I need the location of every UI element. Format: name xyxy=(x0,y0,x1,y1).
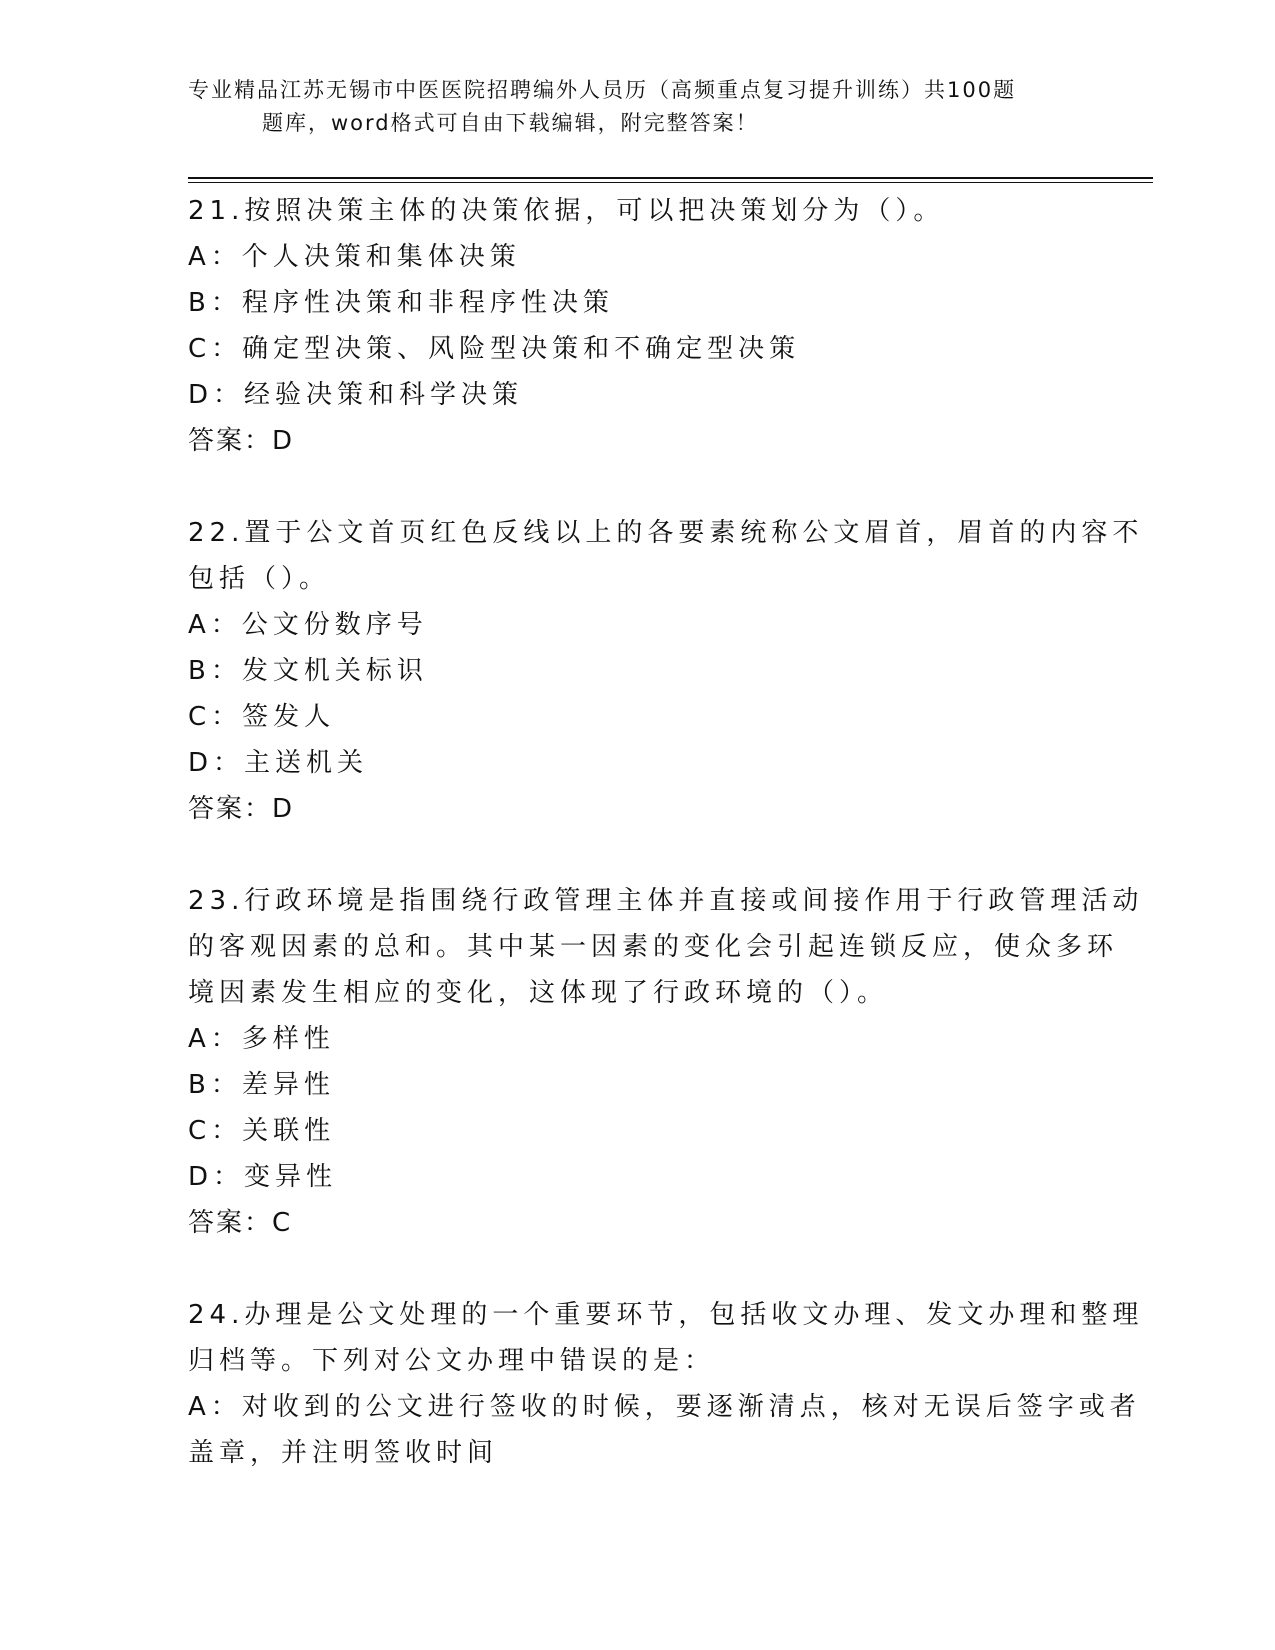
option-b: B：发文机关标识 xyxy=(188,656,428,686)
question-stem: 归档等。下列对公文办理中错误的是： xyxy=(188,1346,716,1376)
header-title-line-2: 题库，word格式可自由下载编辑，附完整答案！ xyxy=(262,111,759,135)
header-title-line-1: 专业精品江苏无锡市中医医院招聘编外人员历（高频重点复习提升训练）共100题 xyxy=(188,78,1017,102)
option-c: C：确定型决策、风险型决策和不确定型决策 xyxy=(188,334,801,364)
answer: 答案：D xyxy=(188,794,295,824)
option-c: C：关联性 xyxy=(188,1116,336,1146)
option-d: D：经验决策和科学决策 xyxy=(188,380,524,410)
question-stem: 21.按照决策主体的决策依据，可以把决策划分为（）。 xyxy=(188,196,945,226)
header-rule-thin xyxy=(188,182,1153,183)
option-b: B：程序性决策和非程序性决策 xyxy=(188,288,614,318)
option-b: B：差异性 xyxy=(188,1070,335,1100)
question-22 xyxy=(188,510,1144,832)
question-stem: 境因素发生相应的变化，这体现了行政环境的（）。 xyxy=(188,978,889,1008)
question-stem: 23.行政环境是指围绕行政管理主体并直接或间接作用于行政管理活动 xyxy=(188,886,1144,916)
spacer xyxy=(188,1246,1088,1292)
question-24 xyxy=(188,1292,1144,1476)
spacer xyxy=(188,464,1088,510)
option-d: D：主送机关 xyxy=(188,748,369,778)
answer: 答案：C xyxy=(188,1208,293,1238)
question-stem: 的客观因素的总和。其中某一因素的变化会引起连锁反应，使众多环 xyxy=(188,932,1119,962)
answer: 答案：D xyxy=(188,426,295,456)
spacer xyxy=(188,832,1088,878)
option-a: A：公文份数序号 xyxy=(188,610,428,640)
option-c: C：签发人 xyxy=(188,702,336,732)
question-21 xyxy=(188,188,1088,464)
option-a: A：个人决策和集体决策 xyxy=(188,242,521,272)
option-a: A：多样性 xyxy=(188,1024,335,1054)
header-rule-thick xyxy=(188,177,1153,179)
option-a: A：对收到的公文进行签收的时候，要逐渐清点，核对无误后签字或者 xyxy=(188,1392,1141,1422)
document-header xyxy=(188,74,1088,140)
option-d: D：变异性 xyxy=(188,1162,338,1192)
question-stem: 24.办理是公文处理的一个重要环节，包括收文办理、发文办理和整理 xyxy=(188,1300,1144,1330)
question-stem: 22.置于公文首页红色反线以上的各要素统称公文眉首，眉首的内容不 xyxy=(188,518,1144,548)
option-a-continued: 盖章，并注明签收时间 xyxy=(188,1438,499,1468)
question-23 xyxy=(188,878,1144,1246)
question-stem: 包括（）。 xyxy=(188,564,331,594)
question-list xyxy=(188,188,1144,1476)
